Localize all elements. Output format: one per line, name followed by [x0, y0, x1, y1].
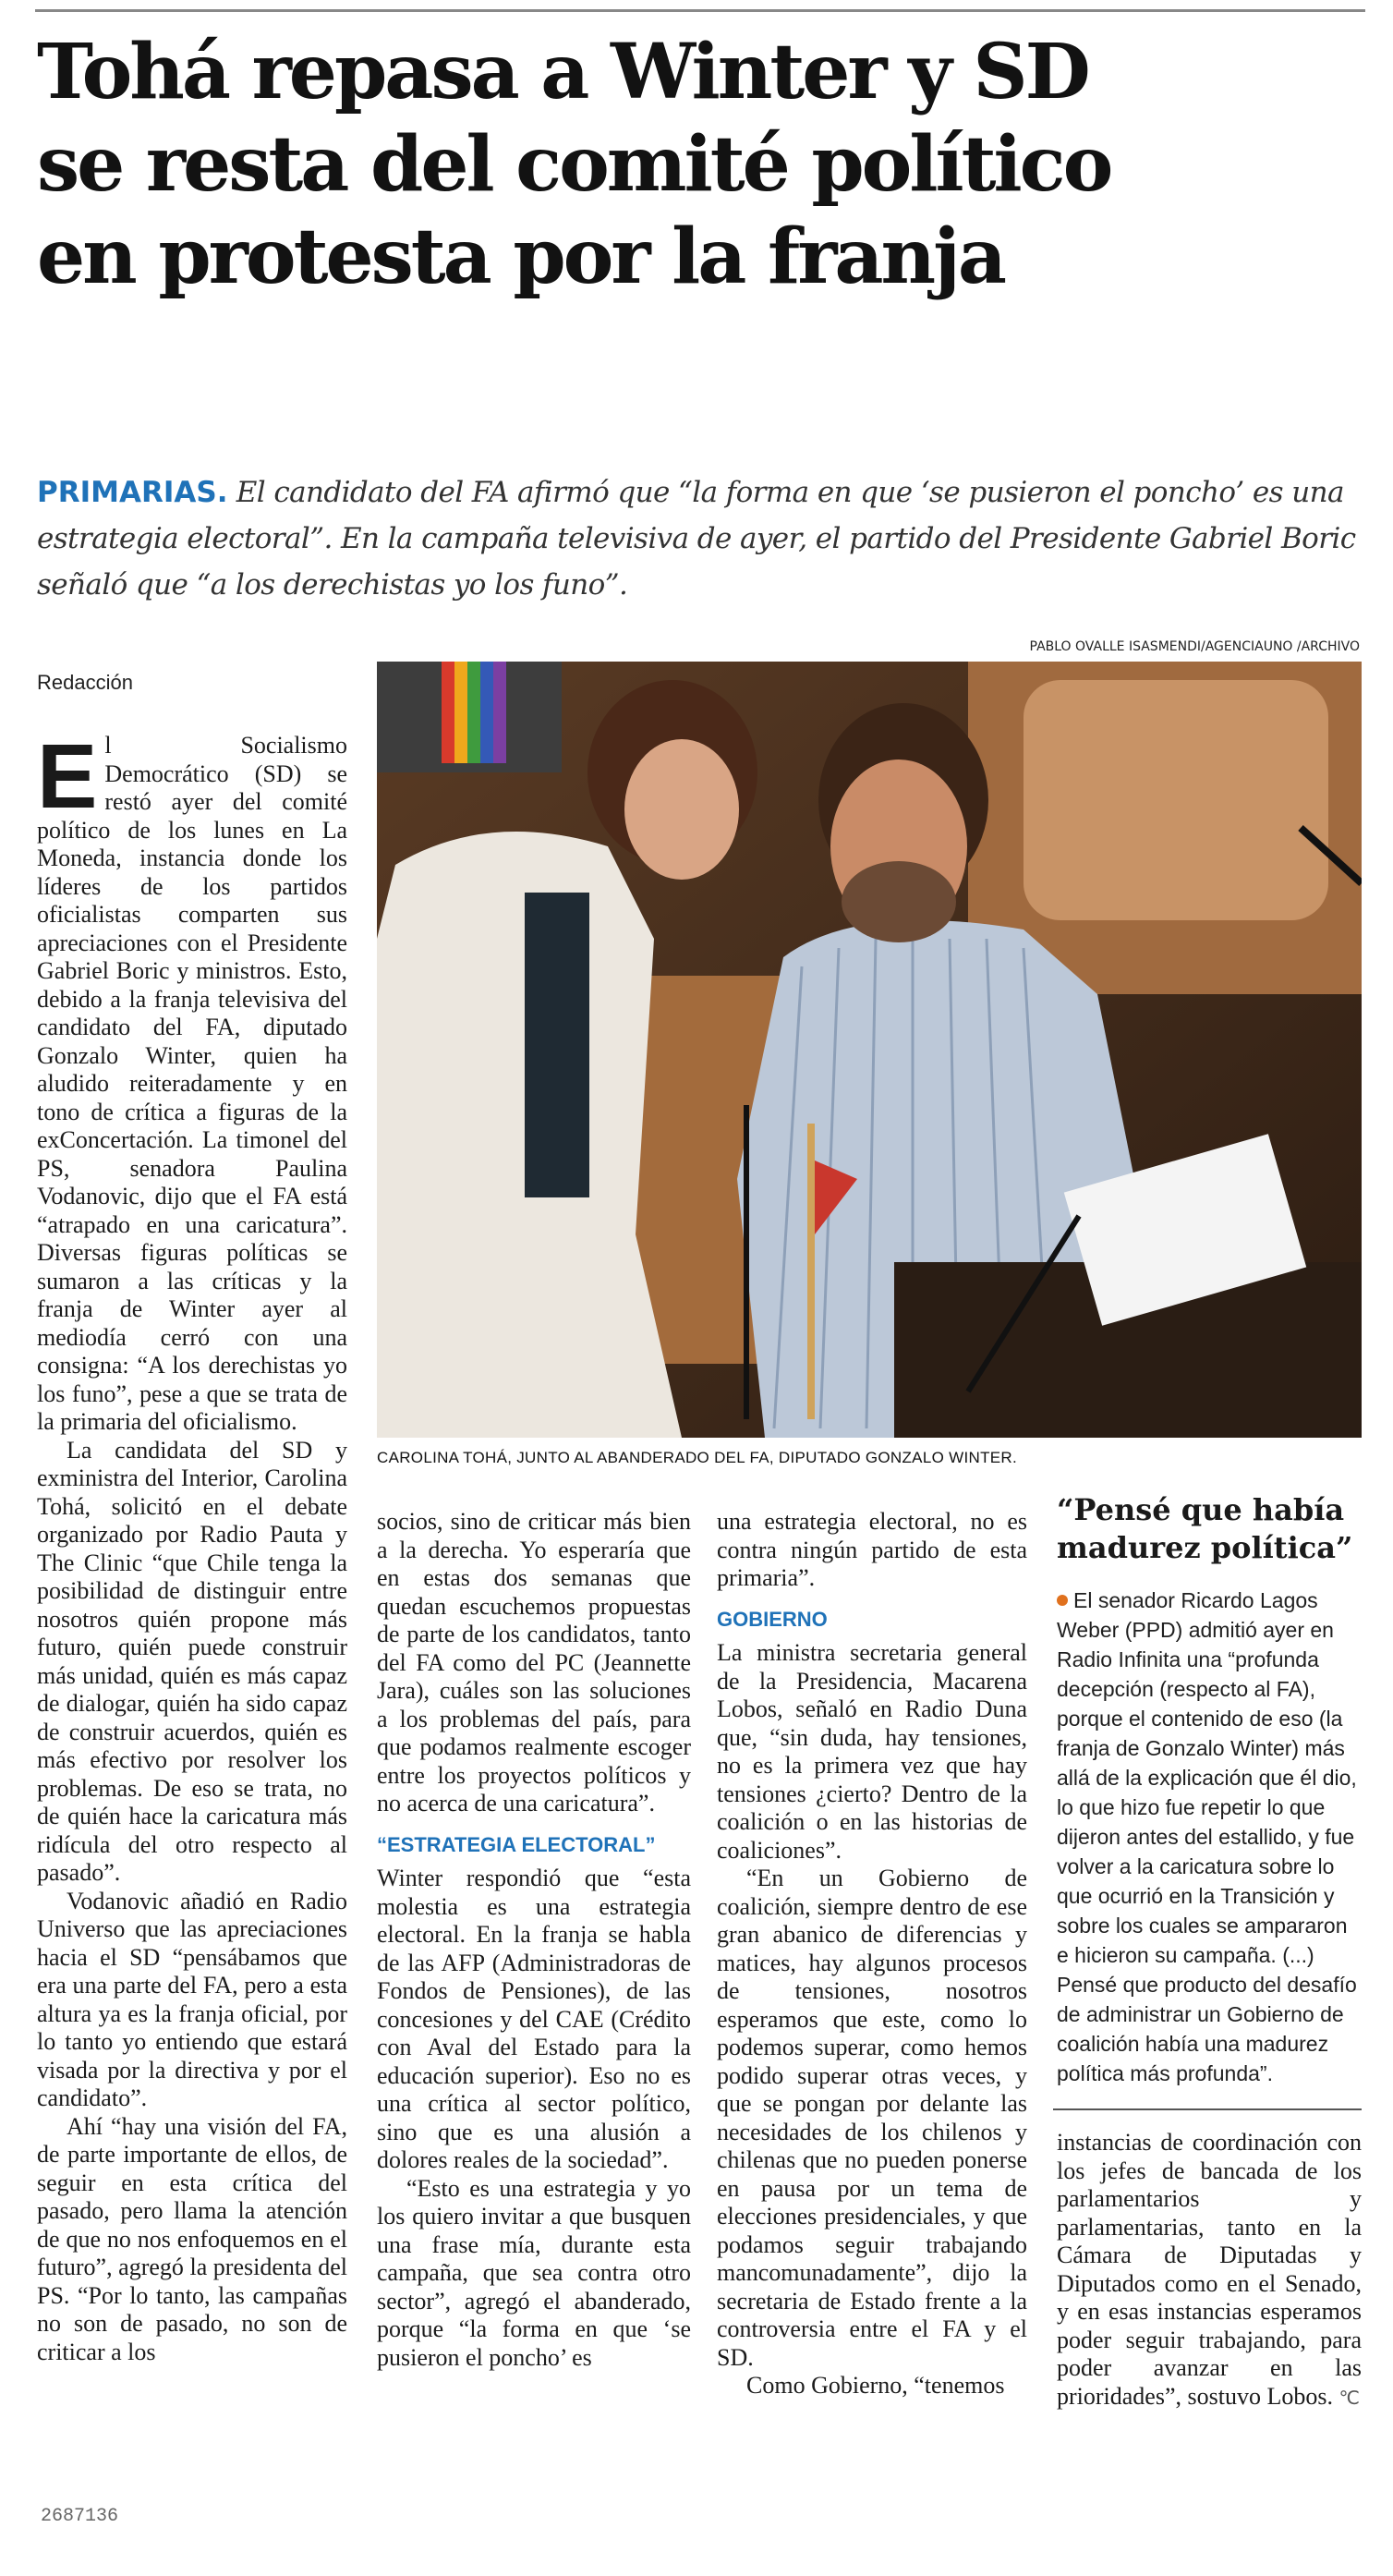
- paragraph: Winter respondió que “esta molestia es una estrategia electoral. En la franja se habla de las AFP (Administradoras de Fondos de Pensiones), de las concesiones y del CAE (Crédito con Aval del Estado para la educación superior). Eso no es una crítica al sector político, sino que es una alusión a dolores reales de la sociedad”.: [377, 1865, 691, 2173]
- section-subhead: “ESTRATEGIA ELECTORAL”: [377, 1832, 656, 1856]
- sidebar-body: [1057, 1586, 1362, 2088]
- paragraph: “En un Gobierno de coalición, siempre dentro de ese gran abanico de diferencias y matices, hay algunos procesos de tensiones, nosotros esperamos que este, como lo podemos superar, como hemos podido superar otras veces, y que se pongan por delante las necesidades de los chilenos y chilenas que no pueden ponerse en pausa por un tema de elecciones presidenciales, y que podamos seguir trabajando mancomunadamente”, dijo la secretaria de Estado frente a la controversia entre el FA y el SD.: [717, 1865, 1027, 2371]
- paragraph: [1057, 2129, 1362, 2412]
- paragraph: Ahí “hay una visión del FA, de parte importante de ellos, de seguir en esta crítica del pasado, pero llama la atención de que no nos enfoquemos en el futuro”, agregó la presidenta del PS. “Por lo tanto, las campañas no son de pasado, no son de criticar a los: [37, 2112, 347, 2365]
- end-mark-icon: ℃: [1338, 2386, 1360, 2409]
- article-column-1: [37, 725, 347, 2366]
- bullet-dot-icon: [1057, 1595, 1068, 1606]
- headline-line-1: Tohá repasa a Winter y SD: [37, 28, 1088, 116]
- byline: Redacción: [37, 671, 133, 694]
- article-column-3: [717, 1508, 1027, 2400]
- paragraph-text: instancias de coordinación con los jefes de bancada de los parlamentarios y parlamentarias, tanto en la Cámara de Diputadas y Diputados como en el Senado, y en esas instancias esperamos poder seguir trabajando, para poder avanzar en las prioridades”, sostuvo Lobos.: [1057, 2129, 1362, 2410]
- sidebar-box: [1057, 1491, 1362, 2088]
- paragraph: [37, 725, 347, 1437]
- paragraph: socios, sino de criticar más bien a la derecha. Yo esperaría que en estas dos semanas que quedan escuchemos propuestas de parte de los candidatos, tanto del FA como del PC (Jeannette Jara), cuáles son las soluciones a los problemas del país, para que podamos realmente escoger entre los proyectos políticos y no acerca de una caricatura”.: [377, 1508, 691, 1817]
- drop-cap: E: [37, 725, 98, 827]
- sidebar-rule: [1053, 2108, 1362, 2110]
- photo-caption: CAROLINA TOHÁ, JUNTO AL ABANDERADO DEL FA, DIPUTADO GONZALO WINTER.: [377, 1449, 1017, 1466]
- paragraph-text: l Socialismo Democrático (SD) se restó ayer del comité político de los lunes en La Moneda, instancia donde los líderes de los partidos oficialistas comparten sus apreciaciones con el Presidente Gabriel Boric y ministros. Esto, debido a la franja televisiva del candidato del FA, diputado Gonzalo Winter, quien ha aludido reiteradamente y en tono de crítica a figuras de la exConcertación. La timonel del PS, senadora Paulina Vodanovic, dijo que el FA está “atrapado en una caricatura”. Diversas figuras políticas se sumaron a las críticas y la franja de Winter ayer al mediodía cerró con una consigna: “A los derechistas yo los funo”, pese a que se trata de la primaria del oficialismo.: [37, 732, 347, 1435]
- paragraph: “Esto es una estrategia y yo los quiero invitar a que busquen una frase mía, durante esta campaña, que sea contra otro sector”, agregó el abanderado, porque “la forma en que ‘se pusieron el poncho’ es: [377, 2174, 691, 2371]
- sidebar-text: El senador Ricardo Lagos Weber (PPD) admitió ayer en Radio Infinita una “profunda decepción (respecto al FA), porque el contenido de eso (la franja de Gonzalo Winter) más allá de la explicación que él dio, lo que hizo fue repetir lo que dijeron antes del estallido, y fue volver a la caricatura sobre lo que ocurrió en la Transición y sobre los cuales se ampararon e hicieron su campaña. (...) Pensé que producto del desafío de administrar un Gobierno de coalición había una madurez política más profunda”.: [1057, 1588, 1357, 2085]
- lede-text: El candidato del FA afirmó que “la forma en que ‘se pusieron el poncho’ es una estrategia electoral”. En la campaña televisiva de ayer, el partido del Presidente Gabriel Boric señaló que “a los derechistas yo los funo”.: [37, 476, 1356, 601]
- page-id: 2687136: [41, 2506, 119, 2527]
- headline-line-3: en protesta por la franja: [37, 213, 1004, 301]
- top-rule: [35, 9, 1365, 12]
- article-column-2: [377, 1508, 691, 2372]
- paragraph: Como Gobierno, “tenemos: [746, 2372, 1005, 2399]
- article-column-4: [1057, 2129, 1362, 2412]
- paragraph: La ministra secretaria general de la Presidencia, Macarena Lobos, señaló en Radio Duna que, “sin duda, hay tensiones, no es la primera vez que hay tensiones ¿cierto? Dentro de la coalición o en las historias de coaliciones”.: [717, 1639, 1027, 1864]
- photo-credit: PABLO OVALLE ISASMENDI/AGENCIAUNO /ARCHIVO: [1029, 639, 1360, 654]
- headline: [37, 26, 1367, 303]
- lede-kicker: PRIMARIAS.: [37, 476, 228, 509]
- section-subhead: GOBIERNO: [717, 1607, 828, 1631]
- paragraph: Vodanovic añadió en Radio Universo que las apreciaciones hacia el SD “pensábamos que era una parte del FA, pero a esta altura ya es la franja oficial, por lo tanto yo entiendo que estará visada por la directiva y por el candidato”.: [37, 1887, 347, 2111]
- headline-line-2: se resta del comité político: [37, 120, 1111, 209]
- paragraph: una estrategia electoral, no es contra ningún partido de esta primaria”.: [717, 1508, 1027, 1591]
- news-photo: [377, 662, 1362, 1438]
- paragraph: La candidata del SD y exministra del Interior, Carolina Tohá, solicitó en el debate organizado por Radio Pauta y The Clinic “que Chile tenga la posibilidad de distinguir entre nosotros quién propone más futuro, quién puede construir más unidad, quién es más capaz de dialogar, quién ha sido capaz de construir acuerdos, quién es más efectivo por resolver los problemas. De eso se trata, no de quién hace la caricatura más ridícula del otro respecto al pasado”.: [37, 1436, 347, 1886]
- lede: [37, 469, 1367, 608]
- sidebar-title: “Pensé que había madurez política”: [1057, 1492, 1353, 1565]
